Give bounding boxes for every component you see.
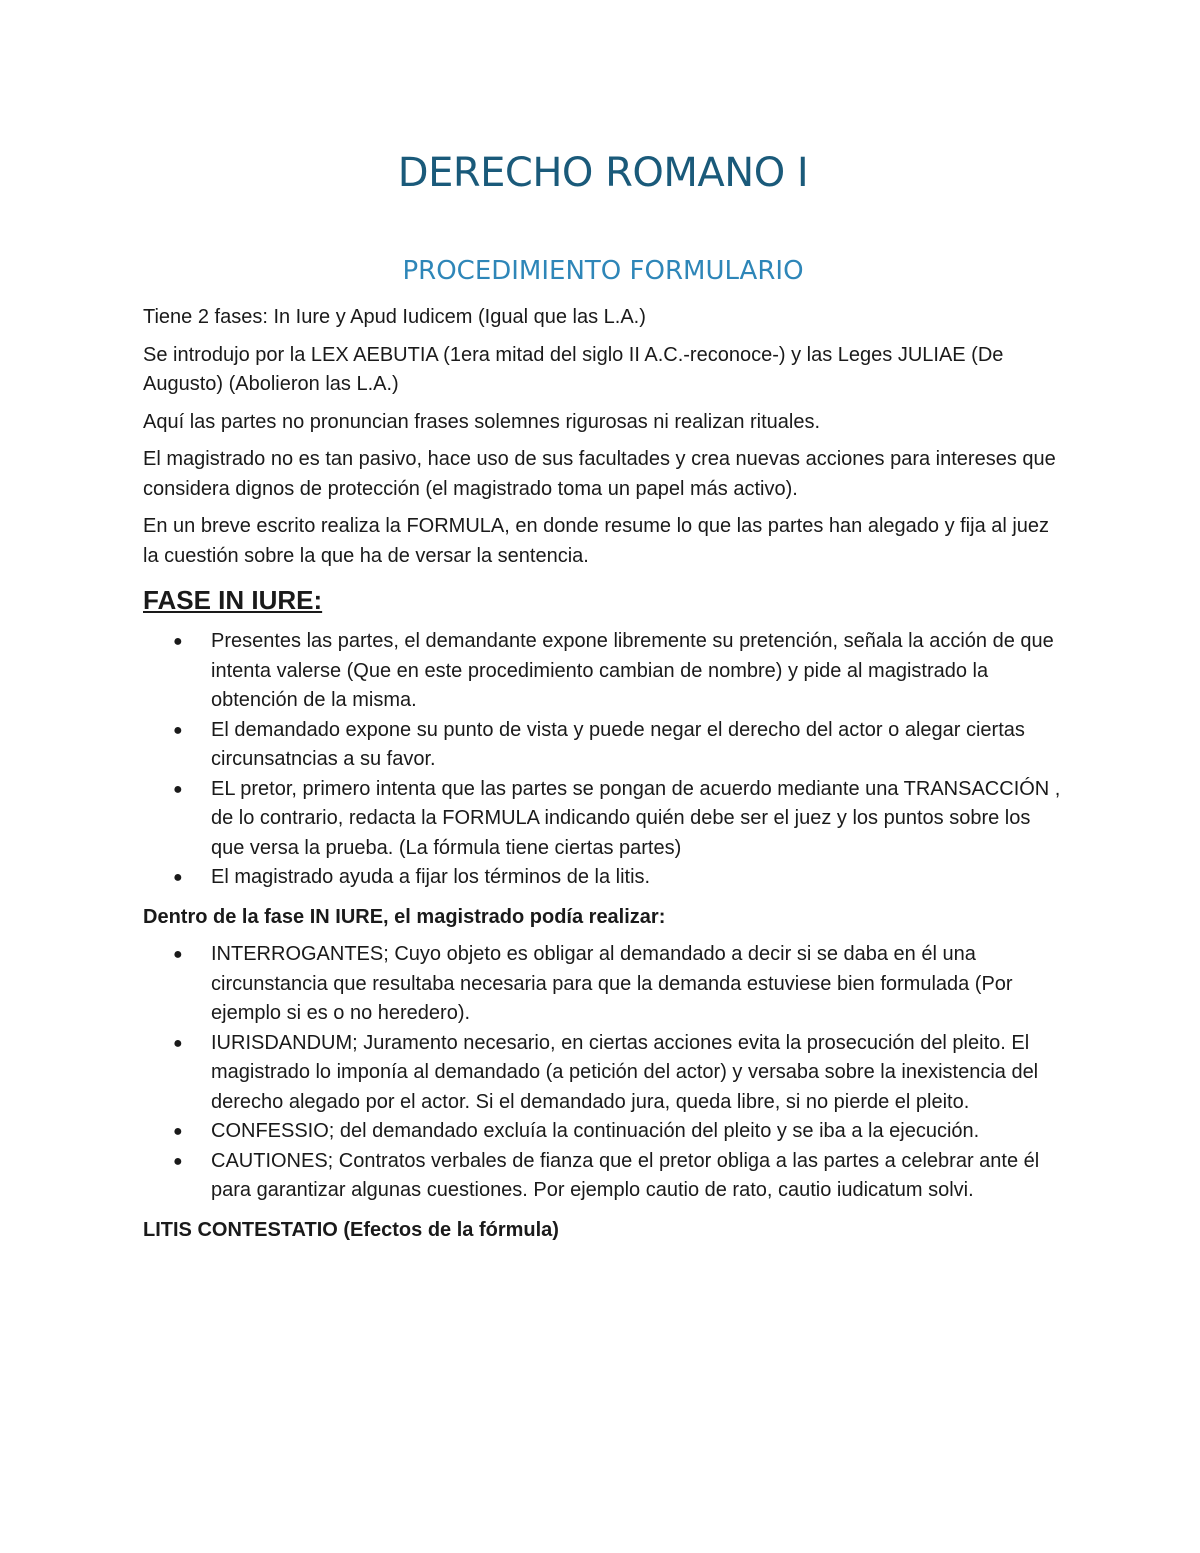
intro-paragraph: Se introdujo por la LEX AEBUTIA (1era mitad del siglo II A.C.-reconoce-) y las Leges JULIAE (De Augusto) (Abolieron las L.A.) bbox=[143, 343, 1004, 395]
list-item-text: Presentes las partes, el demandante expone libremente su pretención, señala la acción de que intenta valerse (Que en este procedimiento cambian de nombre) y pide al magistrado la obtención de la misma. bbox=[211, 630, 1054, 711]
litis-contestatio-heading: LITIS CONTESTATIO (Efectos de la fórmula) bbox=[143, 1218, 559, 1241]
fase-in-iure-list bbox=[143, 627, 1063, 893]
intro-paragraph: Tiene 2 fases: In Iure y Apud Iudicem (Igual que las L.A.) bbox=[143, 306, 646, 328]
bullet-icon: ● bbox=[173, 1034, 183, 1052]
list-item-text: EL pretor, primero intenta que las partes se pongan de acuerdo mediante una TRANSACCIÓN , de lo contrario, redacta la FORMULA indicando quién debe ser el juez y los puntos sobre los que versa la prueba. (La fórmula tiene ciertas partes) bbox=[211, 777, 1061, 859]
list-item-text: El demandado expone su punto de vista y puede negar el derecho del actor o alegar ciertas circunsatncias a su favor. bbox=[211, 718, 1025, 770]
list-item bbox=[143, 1029, 1063, 1118]
list-item-text: CONFESSIO; del demandado excluía la continuación del pleito y se iba a la ejecución. bbox=[211, 1120, 980, 1142]
list-item bbox=[143, 940, 1063, 1029]
bullet-icon: ● bbox=[173, 780, 183, 798]
intro-paragraph: El magistrado no es tan pasivo, hace uso de sus facultades y crea nuevas acciones para intereses que considera dignos de protección (el magistrado toma un papel más activo). bbox=[143, 448, 1056, 500]
list-item-text: El magistrado ayuda a fijar los términos de la litis. bbox=[211, 866, 651, 888]
list-item bbox=[143, 775, 1063, 864]
list-item bbox=[143, 863, 1063, 893]
list-item-text: CAUTIONES; Contratos verbales de fianza que el pretor obliga a las partes a celebrar ante él para garantizar algunas cuestiones. Por ejemplo cautio de rato, cautio iudicatum solvi. bbox=[211, 1149, 1040, 1201]
list-item bbox=[143, 627, 1063, 716]
list-item-text: IURISDANDUM; Juramento necesario, en ciertas acciones evita la prosecución del pleito. El magistrado lo imponía al demandado (a petición del actor) y versaba sobre la inexistencia del derecho alegado por el actor. Si el demandado jura, queda libre, si no pierde el pleito. bbox=[211, 1031, 1039, 1113]
section-heading-fase-in-iure: FASE IN IURE: bbox=[143, 585, 323, 615]
bullet-icon: ● bbox=[173, 1152, 183, 1170]
list-item-text: INTERROGANTES; Cuyo objeto es obligar al demandado a decir si se daba en él una circunstancia que resultaba necesaria para que la demanda estuviese bien formulada (Por ejemplo si es o no heredero). bbox=[211, 943, 1013, 1024]
document-subtitle: PROCEDIMIENTO FORMULARIO bbox=[402, 256, 804, 286]
list-item bbox=[143, 1147, 1063, 1206]
list-item bbox=[143, 716, 1063, 775]
intro-paragraph: En un breve escrito realiza la FORMULA, en donde resume lo que las partes han alegado y fija al juez la cuestión sobre la que ha de versar la sentencia. bbox=[143, 515, 1050, 567]
intro-paragraph: Aquí las partes no pronuncian frases solemnes rigurosas ni realizan rituales. bbox=[143, 410, 821, 433]
bullet-icon: ● bbox=[173, 946, 183, 963]
document-body bbox=[143, 303, 1063, 1253]
magistrado-list bbox=[143, 940, 1063, 1206]
bullet-icon: ● bbox=[173, 1123, 183, 1140]
list-item bbox=[143, 1117, 1063, 1147]
bullet-icon: ● bbox=[173, 869, 183, 886]
magistrado-heading: Dentro de la fase IN IURE, el magistrado podía realizar: bbox=[143, 905, 666, 928]
bullet-icon: ● bbox=[173, 721, 183, 739]
document-title: DERECHO ROMANO I bbox=[397, 150, 809, 196]
bullet-icon: ● bbox=[173, 633, 183, 650]
